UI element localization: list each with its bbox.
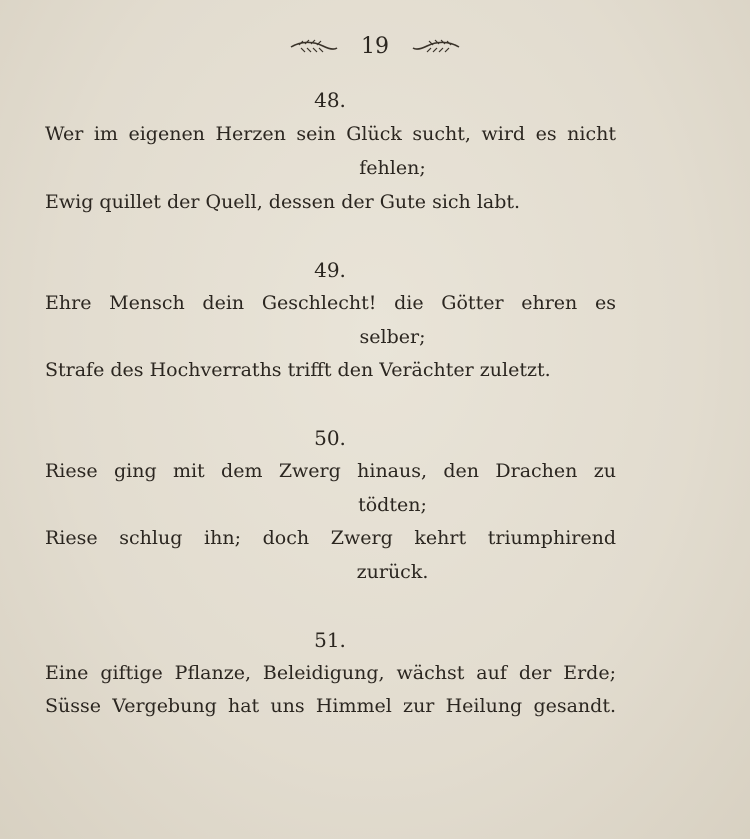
leaf-flourish-icon: [411, 39, 461, 55]
verse-continuation: selber;: [359, 326, 426, 348]
verse-continuation: fehlen;: [359, 157, 426, 179]
epigram-number: 48.: [314, 88, 346, 112]
leaf-flourish-icon: [289, 39, 339, 55]
verse-line: Eine giftige Pflanze, Beleidigung, wächst auf der Erde;: [45, 662, 616, 684]
page-number: 19: [361, 34, 389, 59]
verse-continuation: zurück.: [356, 561, 429, 583]
verse-line: Riese ging mit dem Zwerg hinaus, den Drachen zu: [45, 460, 616, 482]
verse-line: Ewig quillet der Quell, dessen der Gute sich labt.: [45, 191, 521, 213]
verse-line: Süsse Vergebung hat uns Himmel zur Heilung gesandt.: [45, 695, 616, 717]
verse-line: Riese schlug ihn; doch Zwerg kehrt triumphirend: [45, 527, 616, 549]
verse-line: Ehre Mensch dein Geschlecht! die Götter ehren es: [45, 292, 616, 314]
verse-line: Wer im eigenen Herzen sein Glück sucht, wird es nicht: [45, 123, 616, 145]
epigram-number: 49.: [314, 258, 346, 282]
epigram-number: 51.: [314, 628, 346, 652]
verse-line: Strafe des Hochverraths trifft den Verächter zuletzt.: [45, 359, 551, 381]
page-header: [0, 36, 750, 58]
epigram-number: 50.: [314, 426, 346, 450]
verse-continuation: tödten;: [358, 494, 427, 516]
